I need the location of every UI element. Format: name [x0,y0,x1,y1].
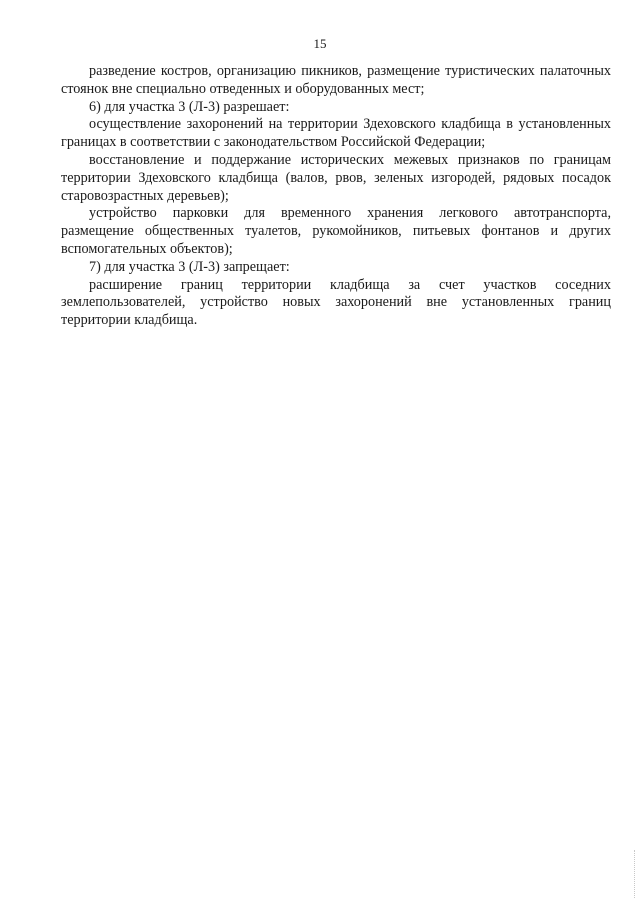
paragraph-boundary-restoration: восстановление и поддержание исторических межевых признаков по границам территории Здеховского кладбища (валов, рвов, зеленых изгородей, рядовых посадок старовозрастных деревьев); [61,151,611,204]
paragraph-expansion-prohibited: расширение границ территории кладбища за счет участков соседних землепользователей, устройство новых захоронений вне установленных границ территории кладбища. [61,276,611,329]
page-number: 15 [313,36,327,51]
document-body [61,63,611,330]
paragraph-prohibited-bonfires: разведение костров, организацию пикников, размещение туристических палаточных стоянок вне специально отведенных и оборудованных мест; [61,63,611,97]
paragraph-burials-permitted: осуществление захоронений на территории Здеховского кладбища в установленных границах в соответствии с законодательством Российской Федерации; [61,116,611,151]
paragraph-clause-7-heading: 7) для участка 3 (Л-3) запрещает: [89,258,290,275]
paragraph-parking-facilities: устройство парковки для временного хранения легкового автотранспорта, размещение общественных туалетов, рукомойников, питьевых фонтанов и других вспомогательных объектов); [61,205,611,257]
scan-edge-marks [634,850,637,898]
paragraph-clause-6-heading: 6) для участка 3 (Л-3) разрешает: [89,98,290,115]
